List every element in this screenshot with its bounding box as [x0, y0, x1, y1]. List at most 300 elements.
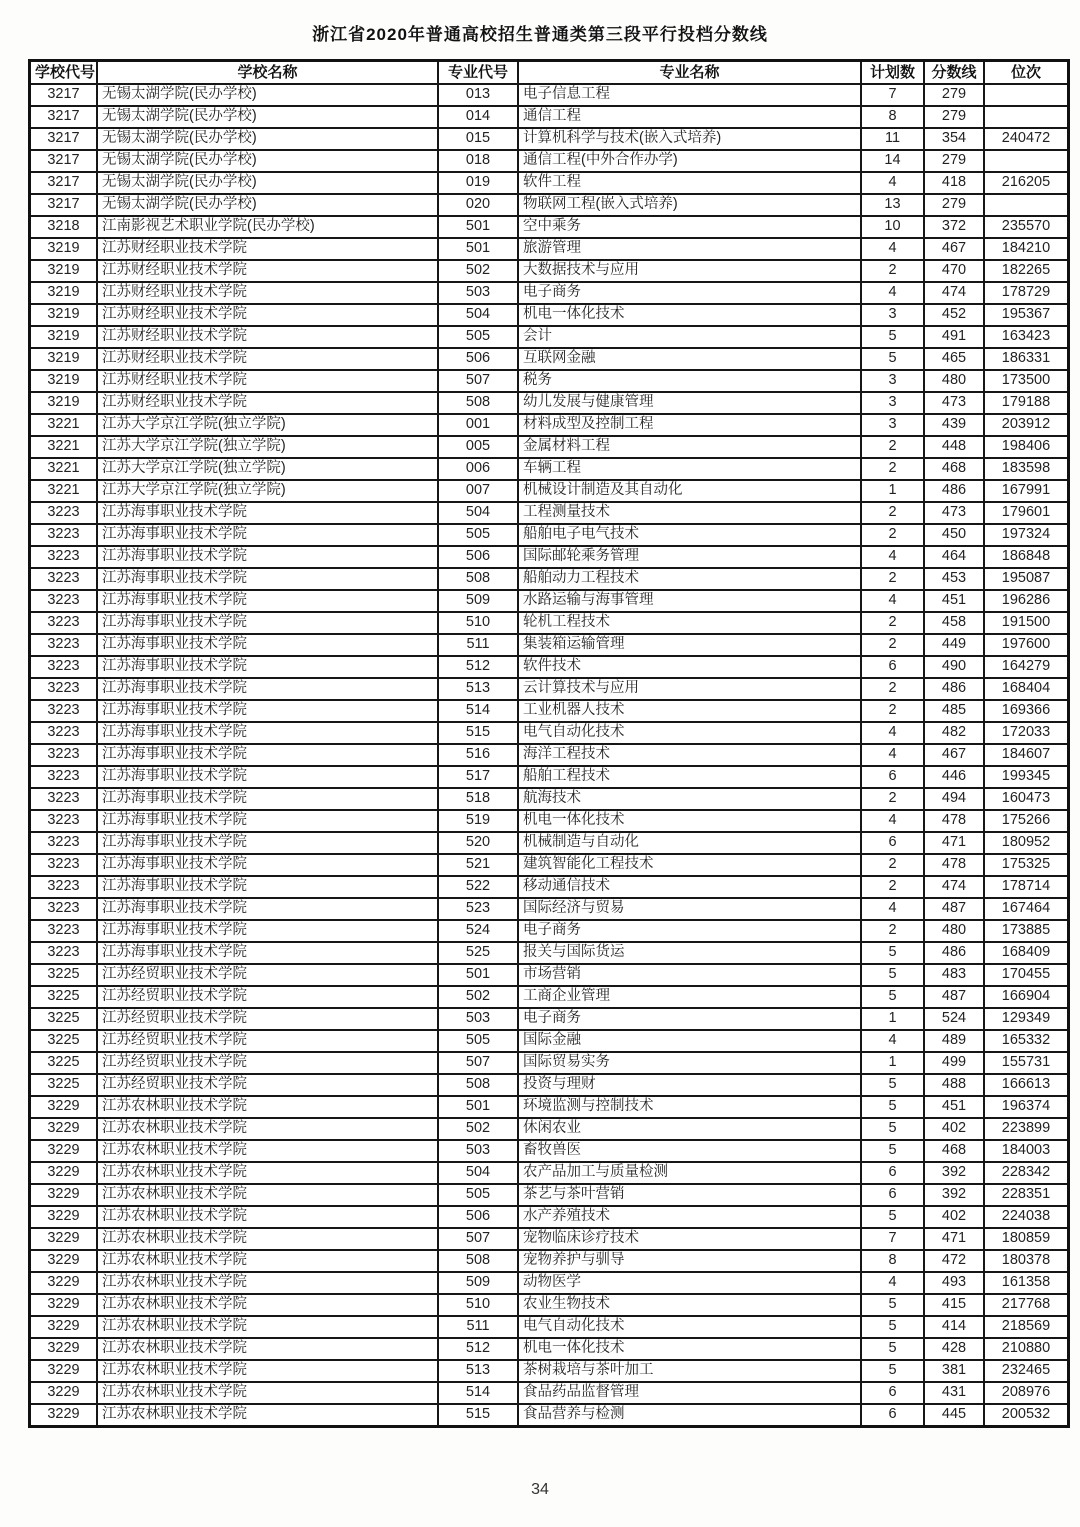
major-code-cell: 508 [438, 1250, 518, 1272]
table-row [30, 128, 1069, 150]
table-row [30, 634, 1069, 656]
school-code-cell: 3229 [30, 1294, 98, 1316]
major-name-cell: 船舶动力工程技术 [518, 568, 861, 590]
plan-count-cell: 2 [861, 920, 924, 942]
score-line-cell: 451 [924, 1096, 984, 1118]
school-code-cell: 3229 [30, 1228, 98, 1250]
score-line-cell: 279 [924, 84, 984, 106]
major-code-cell: 508 [438, 1074, 518, 1096]
school-name-cell: 无锡太湖学院(民办学校) [97, 128, 438, 150]
table-row [30, 502, 1069, 524]
school-name-cell: 江苏海事职业技术学院 [97, 612, 438, 634]
rank-cell: 178714 [984, 876, 1069, 898]
plan-count-cell: 2 [861, 788, 924, 810]
score-line-cell: 431 [924, 1382, 984, 1404]
major-code-cell: 501 [438, 216, 518, 238]
major-code-cell: 505 [438, 326, 518, 348]
plan-count-cell: 8 [861, 106, 924, 128]
school-code-cell: 3217 [30, 150, 98, 172]
school-name-cell: 无锡太湖学院(民办学校) [97, 106, 438, 128]
plan-count-cell: 5 [861, 1096, 924, 1118]
plan-count-cell: 6 [861, 1382, 924, 1404]
school-name-cell: 江苏海事职业技术学院 [97, 700, 438, 722]
score-line-cell: 452 [924, 304, 984, 326]
table-row [30, 1228, 1069, 1250]
major-name-cell: 船舶工程技术 [518, 766, 861, 788]
rank-cell: 200532 [984, 1404, 1069, 1427]
school-code-cell: 3225 [30, 1008, 98, 1030]
major-code-cell: 503 [438, 282, 518, 304]
score-line-cell: 372 [924, 216, 984, 238]
school-code-cell: 3229 [30, 1206, 98, 1228]
rank-cell: 155731 [984, 1052, 1069, 1074]
plan-count-cell: 2 [861, 458, 924, 480]
rank-cell: 160473 [984, 788, 1069, 810]
school-code-cell: 3229 [30, 1338, 98, 1360]
major-name-cell: 海洋工程技术 [518, 744, 861, 766]
plan-count-cell: 6 [861, 1404, 924, 1427]
rank-cell: 168409 [984, 942, 1069, 964]
major-name-cell: 机械制造与自动化 [518, 832, 861, 854]
school-name-cell: 江苏经贸职业技术学院 [97, 964, 438, 986]
school-code-cell: 3217 [30, 194, 98, 216]
score-line-cell: 392 [924, 1162, 984, 1184]
plan-count-cell: 6 [861, 1184, 924, 1206]
major-name-cell: 通信工程 [518, 106, 861, 128]
major-code-cell: 509 [438, 590, 518, 612]
school-name-cell: 江苏海事职业技术学院 [97, 854, 438, 876]
school-code-cell: 3223 [30, 568, 98, 590]
school-name-cell: 江苏财经职业技术学院 [97, 304, 438, 326]
major-code-cell: 505 [438, 524, 518, 546]
table-row [30, 194, 1069, 216]
rank-cell: 161358 [984, 1272, 1069, 1294]
rank-cell: 228351 [984, 1184, 1069, 1206]
table-row [30, 524, 1069, 546]
table-row [30, 832, 1069, 854]
rank-cell: 195087 [984, 568, 1069, 590]
major-name-cell: 建筑智能化工程技术 [518, 854, 861, 876]
score-line-cell: 279 [924, 106, 984, 128]
plan-count-cell: 4 [861, 1272, 924, 1294]
school-code-cell: 3219 [30, 326, 98, 348]
score-line-cell: 279 [924, 194, 984, 216]
score-line-cell: 480 [924, 370, 984, 392]
score-line-cell: 402 [924, 1206, 984, 1228]
score-line-cell: 486 [924, 480, 984, 502]
table-row [30, 788, 1069, 810]
score-line-cell: 499 [924, 1052, 984, 1074]
table-row [30, 1052, 1069, 1074]
rank-cell: 198406 [984, 436, 1069, 458]
major-name-cell: 电子商务 [518, 282, 861, 304]
score-line-cell: 488 [924, 1074, 984, 1096]
major-name-cell: 国际金融 [518, 1030, 861, 1052]
school-code-cell: 3225 [30, 1074, 98, 1096]
table-row [30, 326, 1069, 348]
rank-cell: 179188 [984, 392, 1069, 414]
table-row [30, 392, 1069, 414]
school-name-cell: 江苏大学京江学院(独立学院) [97, 480, 438, 502]
major-code-cell: 006 [438, 458, 518, 480]
table-row [30, 1360, 1069, 1382]
plan-count-cell: 5 [861, 964, 924, 986]
major-name-cell: 国际贸易实务 [518, 1052, 861, 1074]
major-code-cell: 007 [438, 480, 518, 502]
major-code-cell: 524 [438, 920, 518, 942]
major-code-cell: 020 [438, 194, 518, 216]
header-school-name: 学校名称 [97, 61, 438, 85]
major-name-cell: 休闲农业 [518, 1118, 861, 1140]
header-rank: 位次 [984, 61, 1069, 85]
plan-count-cell: 2 [861, 700, 924, 722]
major-name-cell: 国际经济与贸易 [518, 898, 861, 920]
table-row [30, 436, 1069, 458]
rank-cell: 168404 [984, 678, 1069, 700]
score-line-cell: 472 [924, 1250, 984, 1272]
school-name-cell: 江苏大学京江学院(独立学院) [97, 458, 438, 480]
table-row [30, 1250, 1069, 1272]
table-row [30, 1118, 1069, 1140]
table-row [30, 568, 1069, 590]
major-name-cell: 食品营养与检测 [518, 1404, 861, 1427]
major-name-cell: 投资与理财 [518, 1074, 861, 1096]
major-name-cell: 机电一体化技术 [518, 810, 861, 832]
plan-count-cell: 4 [861, 744, 924, 766]
school-name-cell: 江苏海事职业技术学院 [97, 502, 438, 524]
table-row [30, 172, 1069, 194]
plan-count-cell: 5 [861, 348, 924, 370]
school-code-cell: 3225 [30, 986, 98, 1008]
plan-count-cell: 4 [861, 282, 924, 304]
major-code-cell: 519 [438, 810, 518, 832]
major-code-cell: 501 [438, 1096, 518, 1118]
school-code-cell: 3223 [30, 634, 98, 656]
major-code-cell: 510 [438, 1294, 518, 1316]
major-name-cell: 农产品加工与质量检测 [518, 1162, 861, 1184]
major-name-cell: 宠物临床诊疗技术 [518, 1228, 861, 1250]
rank-cell: 179601 [984, 502, 1069, 524]
school-name-cell: 江苏海事职业技术学院 [97, 920, 438, 942]
major-name-cell: 工业机器人技术 [518, 700, 861, 722]
table-row [30, 1162, 1069, 1184]
plan-count-cell: 5 [861, 1118, 924, 1140]
score-line-cell: 494 [924, 788, 984, 810]
score-line-cell: 464 [924, 546, 984, 568]
rank-cell: 208976 [984, 1382, 1069, 1404]
table-row [30, 480, 1069, 502]
plan-count-cell: 5 [861, 1316, 924, 1338]
school-name-cell: 江苏农林职业技术学院 [97, 1228, 438, 1250]
score-line-cell: 490 [924, 656, 984, 678]
school-name-cell: 江苏农林职业技术学院 [97, 1360, 438, 1382]
table-row [30, 854, 1069, 876]
plan-count-cell: 2 [861, 436, 924, 458]
plan-count-cell: 5 [861, 1140, 924, 1162]
score-line-cell: 458 [924, 612, 984, 634]
school-name-cell: 江苏农林职业技术学院 [97, 1250, 438, 1272]
rank-cell: 184607 [984, 744, 1069, 766]
school-code-cell: 3223 [30, 656, 98, 678]
rank-cell: 197600 [984, 634, 1069, 656]
rank-cell: 228342 [984, 1162, 1069, 1184]
school-name-cell: 江苏农林职业技术学院 [97, 1206, 438, 1228]
major-name-cell: 船舶电子电气技术 [518, 524, 861, 546]
plan-count-cell: 1 [861, 1008, 924, 1030]
school-name-cell: 江苏财经职业技术学院 [97, 282, 438, 304]
table-row [30, 678, 1069, 700]
table-row [30, 1030, 1069, 1052]
score-line-cell: 415 [924, 1294, 984, 1316]
score-line-cell: 467 [924, 744, 984, 766]
plan-count-cell: 2 [861, 854, 924, 876]
table-row [30, 612, 1069, 634]
major-code-cell: 501 [438, 964, 518, 986]
school-code-cell: 3229 [30, 1316, 98, 1338]
major-code-cell: 525 [438, 942, 518, 964]
score-line-table [28, 59, 1070, 1428]
major-code-cell: 507 [438, 1228, 518, 1250]
school-name-cell: 江苏农林职业技术学院 [97, 1184, 438, 1206]
school-name-cell: 江苏海事职业技术学院 [97, 568, 438, 590]
rank-cell: 217768 [984, 1294, 1069, 1316]
major-code-cell: 013 [438, 84, 518, 106]
school-code-cell: 3217 [30, 84, 98, 106]
school-name-cell: 江苏财经职业技术学院 [97, 392, 438, 414]
school-code-cell: 3219 [30, 304, 98, 326]
major-name-cell: 市场营销 [518, 964, 861, 986]
school-name-cell: 江苏农林职业技术学院 [97, 1294, 438, 1316]
school-name-cell: 江苏农林职业技术学院 [97, 1272, 438, 1294]
major-name-cell: 软件工程 [518, 172, 861, 194]
table-row [30, 722, 1069, 744]
table-row [30, 898, 1069, 920]
school-name-cell: 江苏海事职业技术学院 [97, 942, 438, 964]
school-code-cell: 3223 [30, 876, 98, 898]
table-row [30, 348, 1069, 370]
table-body [30, 84, 1069, 1427]
school-code-cell: 3217 [30, 128, 98, 150]
school-name-cell: 江苏海事职业技术学院 [97, 898, 438, 920]
rank-cell: 195367 [984, 304, 1069, 326]
rank-cell: 164279 [984, 656, 1069, 678]
school-name-cell: 江苏海事职业技术学院 [97, 876, 438, 898]
major-name-cell: 工商企业管理 [518, 986, 861, 1008]
school-code-cell: 3229 [30, 1272, 98, 1294]
school-name-cell: 江苏农林职业技术学院 [97, 1404, 438, 1427]
major-code-cell: 005 [438, 436, 518, 458]
plan-count-cell: 2 [861, 612, 924, 634]
score-line-cell: 471 [924, 832, 984, 854]
major-name-cell: 航海技术 [518, 788, 861, 810]
major-name-cell: 机电一体化技术 [518, 304, 861, 326]
major-name-cell: 茶艺与茶叶营销 [518, 1184, 861, 1206]
school-name-cell: 江苏海事职业技术学院 [97, 744, 438, 766]
school-code-cell: 3219 [30, 282, 98, 304]
school-name-cell: 无锡太湖学院(民办学校) [97, 84, 438, 106]
table-header-row [30, 61, 1069, 85]
plan-count-cell: 3 [861, 304, 924, 326]
major-name-cell: 动物医学 [518, 1272, 861, 1294]
table-row [30, 414, 1069, 436]
major-name-cell: 电气自动化技术 [518, 722, 861, 744]
plan-count-cell: 5 [861, 986, 924, 1008]
major-code-cell: 514 [438, 700, 518, 722]
major-code-cell: 001 [438, 414, 518, 436]
score-line-cell: 402 [924, 1118, 984, 1140]
major-name-cell: 集装箱运输管理 [518, 634, 861, 656]
rank-cell: 191500 [984, 612, 1069, 634]
page-title: 浙江省2020年普通高校招生普通类第三段平行投档分数线 [312, 25, 768, 44]
school-code-cell: 3223 [30, 854, 98, 876]
school-code-cell: 3219 [30, 392, 98, 414]
rank-cell: 210880 [984, 1338, 1069, 1360]
table-row [30, 1008, 1069, 1030]
major-code-cell: 510 [438, 612, 518, 634]
rank-cell: 175325 [984, 854, 1069, 876]
rank-cell: 167991 [984, 480, 1069, 502]
rank-cell: 218569 [984, 1316, 1069, 1338]
rank-cell: 216205 [984, 172, 1069, 194]
rank-cell: 203912 [984, 414, 1069, 436]
major-code-cell: 504 [438, 304, 518, 326]
major-name-cell: 幼儿发展与健康管理 [518, 392, 861, 414]
major-code-cell: 506 [438, 1206, 518, 1228]
major-code-cell: 014 [438, 106, 518, 128]
major-name-cell: 会计 [518, 326, 861, 348]
score-line-cell: 474 [924, 876, 984, 898]
school-code-cell: 3225 [30, 1052, 98, 1074]
table-row [30, 986, 1069, 1008]
score-line-cell: 451 [924, 590, 984, 612]
school-code-cell: 3229 [30, 1360, 98, 1382]
major-name-cell: 电子商务 [518, 1008, 861, 1030]
school-code-cell: 3219 [30, 348, 98, 370]
rank-cell: 186848 [984, 546, 1069, 568]
table-row [30, 1338, 1069, 1360]
score-line-cell: 483 [924, 964, 984, 986]
school-code-cell: 3223 [30, 502, 98, 524]
table-row [30, 876, 1069, 898]
score-line-cell: 453 [924, 568, 984, 590]
school-name-cell: 江苏海事职业技术学院 [97, 656, 438, 678]
plan-count-cell: 6 [861, 766, 924, 788]
rank-cell: 196374 [984, 1096, 1069, 1118]
plan-count-cell: 5 [861, 1206, 924, 1228]
plan-count-cell: 3 [861, 370, 924, 392]
major-code-cell: 505 [438, 1030, 518, 1052]
rank-cell: 172033 [984, 722, 1069, 744]
header-major-name: 专业名称 [518, 61, 861, 85]
major-name-cell: 旅游管理 [518, 238, 861, 260]
score-line-cell: 478 [924, 854, 984, 876]
rank-cell: 232465 [984, 1360, 1069, 1382]
school-code-cell: 3223 [30, 942, 98, 964]
rank-cell: 180378 [984, 1250, 1069, 1272]
table-row [30, 810, 1069, 832]
table-header [30, 61, 1069, 85]
plan-count-cell: 4 [861, 238, 924, 260]
table-row [30, 1184, 1069, 1206]
score-line-cell: 392 [924, 1184, 984, 1206]
score-line-cell: 473 [924, 502, 984, 524]
school-name-cell: 江苏海事职业技术学院 [97, 722, 438, 744]
school-name-cell: 江苏海事职业技术学院 [97, 634, 438, 656]
score-line-cell: 445 [924, 1404, 984, 1427]
major-code-cell: 506 [438, 348, 518, 370]
major-code-cell: 515 [438, 1404, 518, 1427]
major-name-cell: 电气自动化技术 [518, 1316, 861, 1338]
school-code-cell: 3229 [30, 1382, 98, 1404]
major-name-cell: 大数据技术与应用 [518, 260, 861, 282]
table-row [30, 370, 1069, 392]
school-name-cell: 江苏财经职业技术学院 [97, 348, 438, 370]
plan-count-cell: 2 [861, 876, 924, 898]
plan-count-cell: 1 [861, 1052, 924, 1074]
school-name-cell: 江苏经贸职业技术学院 [97, 986, 438, 1008]
school-name-cell: 江苏海事职业技术学院 [97, 590, 438, 612]
school-name-cell: 无锡太湖学院(民办学校) [97, 150, 438, 172]
score-line-cell: 428 [924, 1338, 984, 1360]
plan-count-cell: 4 [861, 898, 924, 920]
school-code-cell: 3221 [30, 458, 98, 480]
school-name-cell: 江苏财经职业技术学院 [97, 370, 438, 392]
school-code-cell: 3219 [30, 370, 98, 392]
plan-count-cell: 6 [861, 1162, 924, 1184]
table-row [30, 106, 1069, 128]
score-line-cell: 487 [924, 898, 984, 920]
rank-cell: 178729 [984, 282, 1069, 304]
school-code-cell: 3229 [30, 1404, 98, 1427]
school-code-cell: 3223 [30, 722, 98, 744]
score-line-cell: 279 [924, 150, 984, 172]
rank-cell: 173885 [984, 920, 1069, 942]
school-code-cell: 3229 [30, 1162, 98, 1184]
major-code-cell: 504 [438, 502, 518, 524]
major-name-cell: 金属材料工程 [518, 436, 861, 458]
school-code-cell: 3223 [30, 678, 98, 700]
score-line-cell: 414 [924, 1316, 984, 1338]
table-row [30, 458, 1069, 480]
table-row [30, 1074, 1069, 1096]
table-row [30, 1382, 1069, 1404]
major-code-cell: 507 [438, 370, 518, 392]
major-code-cell: 508 [438, 568, 518, 590]
table-row [30, 1316, 1069, 1338]
school-code-cell: 3223 [30, 898, 98, 920]
table-row [30, 260, 1069, 282]
school-code-cell: 3221 [30, 414, 98, 436]
school-name-cell: 江苏海事职业技术学院 [97, 788, 438, 810]
school-name-cell: 江苏农林职业技术学院 [97, 1140, 438, 1162]
school-name-cell: 江苏财经职业技术学院 [97, 260, 438, 282]
major-code-cell: 521 [438, 854, 518, 876]
school-code-cell: 3218 [30, 216, 98, 238]
plan-count-cell: 4 [861, 722, 924, 744]
major-code-cell: 502 [438, 260, 518, 282]
school-name-cell: 江苏海事职业技术学院 [97, 766, 438, 788]
school-name-cell: 江苏经贸职业技术学院 [97, 1030, 438, 1052]
major-name-cell: 互联网金融 [518, 348, 861, 370]
plan-count-cell: 1 [861, 480, 924, 502]
major-code-cell: 019 [438, 172, 518, 194]
rank-cell: 166613 [984, 1074, 1069, 1096]
school-name-cell: 江苏农林职业技术学院 [97, 1162, 438, 1184]
major-name-cell: 电子商务 [518, 920, 861, 942]
rank-cell: 240472 [984, 128, 1069, 150]
table-row [30, 700, 1069, 722]
major-name-cell: 宠物养护与驯导 [518, 1250, 861, 1272]
